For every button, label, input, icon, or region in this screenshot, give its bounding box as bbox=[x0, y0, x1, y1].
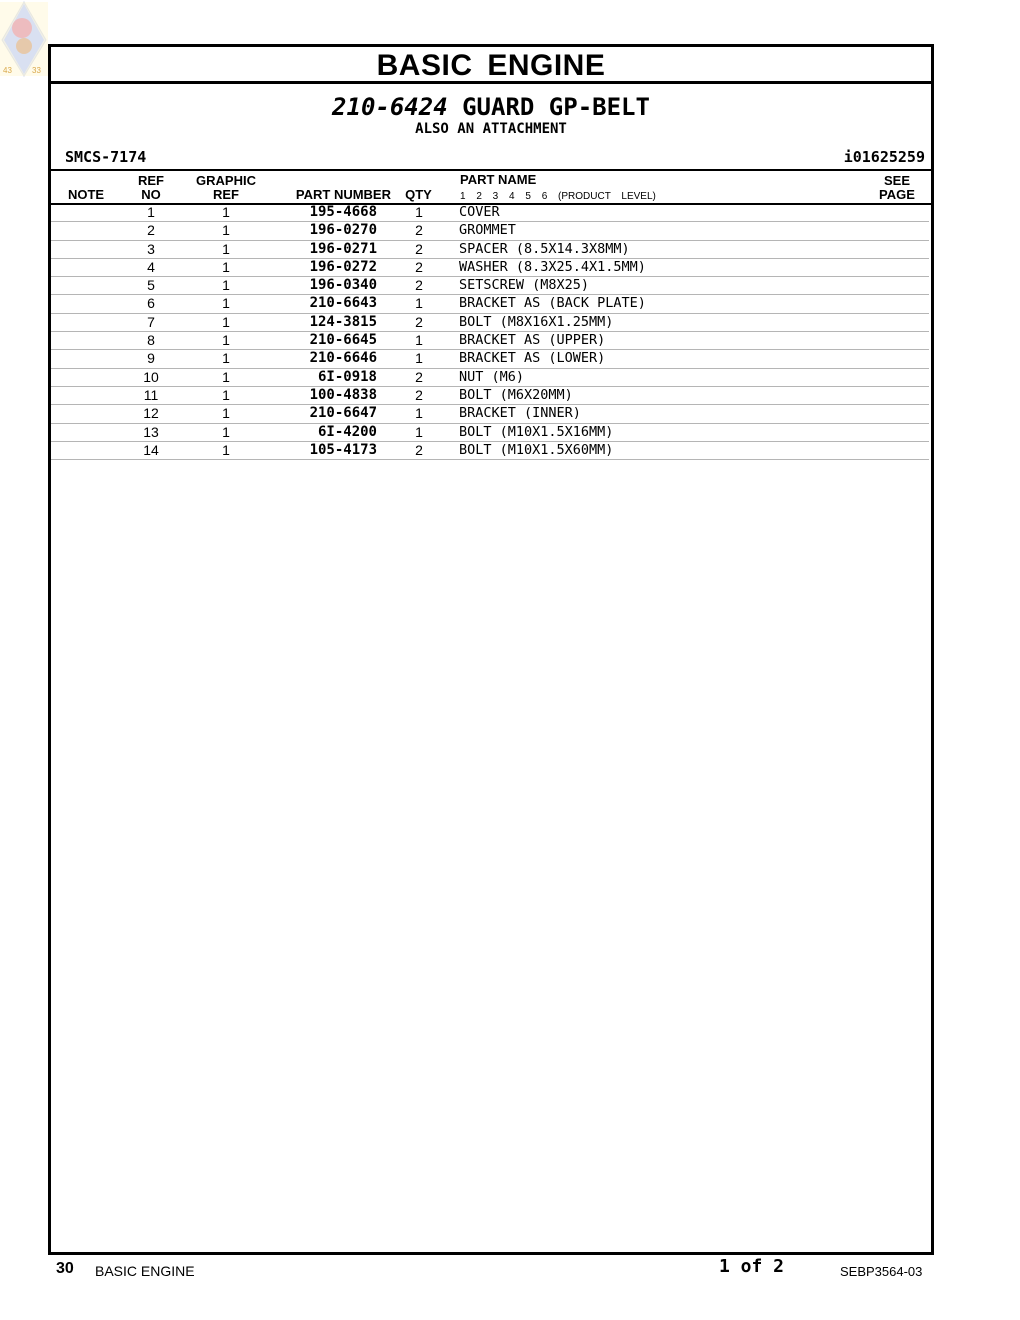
quantity: 1 bbox=[415, 423, 423, 440]
part-name: SPACER (8.5X14.3X8MM) bbox=[459, 240, 630, 257]
graphic-ref: 1 bbox=[222, 240, 230, 257]
table-row bbox=[51, 387, 929, 405]
part-number: 210-6646 bbox=[309, 350, 377, 367]
ref-no: 5 bbox=[147, 277, 155, 294]
part-name: SETSCREW (M8X25) bbox=[459, 277, 590, 294]
part-number: 196-0340 bbox=[309, 277, 377, 294]
ref-no: 14 bbox=[143, 441, 159, 458]
ref-no: 11 bbox=[143, 386, 159, 403]
graphic-ref: 1 bbox=[222, 258, 230, 275]
ref-no: 6 bbox=[147, 295, 155, 312]
quantity: 1 bbox=[415, 332, 423, 349]
quantity: 2 bbox=[415, 277, 423, 294]
part-number: 196-0270 bbox=[309, 222, 377, 239]
quantity: 2 bbox=[415, 386, 423, 403]
graphic-ref: 1 bbox=[222, 386, 230, 403]
footer-section: BASIC ENGINE bbox=[95, 1263, 195, 1279]
table-row bbox=[51, 259, 929, 277]
graphic-ref: 1 bbox=[222, 222, 230, 239]
header-top-rule bbox=[51, 169, 931, 171]
logo-number-left: 43 bbox=[3, 66, 12, 75]
illustration-id: i01625259 bbox=[843, 148, 925, 166]
part-number: 210-6645 bbox=[309, 332, 377, 349]
part-name: GROMMET bbox=[459, 222, 516, 239]
part-name: NUT (M6) bbox=[459, 368, 525, 385]
column-ref-top: REF bbox=[138, 173, 164, 188]
table-row bbox=[51, 314, 929, 332]
ref-no: 7 bbox=[147, 313, 155, 330]
section-title: BASIC ENGINE bbox=[376, 49, 606, 82]
part-name: BOLT (M10X1.5X60MM) bbox=[459, 441, 614, 458]
column-part-number: PART NUMBER bbox=[295, 187, 391, 202]
table-row bbox=[51, 405, 929, 423]
table-row bbox=[51, 295, 929, 313]
part-number: 100-4838 bbox=[309, 386, 377, 403]
parts-table-body bbox=[51, 204, 931, 460]
column-ref-bottom: NO bbox=[141, 187, 161, 202]
ref-no: 1 bbox=[147, 204, 155, 220]
column-graphic-top: GRAPHIC bbox=[196, 173, 256, 188]
group-title bbox=[51, 92, 931, 122]
part-name: COVER bbox=[459, 204, 500, 220]
smcs-code: SMCS-7174 bbox=[65, 148, 147, 166]
part-number: 195-4668 bbox=[309, 204, 377, 220]
column-see-bottom: PAGE bbox=[879, 187, 915, 202]
ref-no: 12 bbox=[143, 405, 159, 422]
graphic-ref: 1 bbox=[222, 368, 230, 385]
graphic-ref: 1 bbox=[222, 204, 230, 220]
ref-no: 9 bbox=[147, 350, 155, 367]
part-number: 6I-4200 bbox=[317, 423, 377, 440]
graphic-ref: 1 bbox=[222, 350, 230, 367]
ref-no: 3 bbox=[147, 240, 155, 257]
part-name: BOLT (M8X16X1.25MM) bbox=[459, 313, 614, 330]
part-name: BOLT (M6X20MM) bbox=[459, 386, 573, 403]
ref-no: 10 bbox=[143, 368, 159, 385]
table-row bbox=[51, 204, 929, 222]
quantity: 1 bbox=[415, 295, 423, 312]
graphic-ref: 1 bbox=[222, 313, 230, 330]
part-number: 6I-0918 bbox=[317, 368, 377, 385]
column-qty: QTY bbox=[405, 187, 432, 202]
part-number: 196-0272 bbox=[309, 258, 377, 275]
column-note: NOTE bbox=[67, 187, 105, 202]
quantity: 2 bbox=[415, 258, 423, 275]
part-number: 196-0271 bbox=[309, 240, 377, 257]
part-name: BOLT (M10X1.5X16MM) bbox=[459, 423, 614, 440]
part-name: BRACKET AS (LOWER) bbox=[459, 350, 606, 367]
ref-no: 8 bbox=[147, 332, 155, 349]
graphic-ref: 1 bbox=[222, 295, 230, 312]
ref-no: 4 bbox=[147, 258, 155, 275]
ref-no: 13 bbox=[143, 423, 159, 440]
section-title-bar bbox=[51, 47, 931, 84]
part-number: 124-3815 bbox=[309, 313, 377, 330]
part-number: 105-4173 bbox=[309, 441, 377, 458]
footer-document-number: SEBP3564-03 bbox=[840, 1264, 923, 1279]
product-levels: 1 2 3 4 5 6 (PRODUCT LEVEL) bbox=[460, 191, 656, 202]
parts-list-frame bbox=[48, 44, 934, 1255]
footer-sheet: 1 of 2 bbox=[719, 1256, 785, 1277]
group-number: 210-6424 bbox=[332, 93, 448, 121]
table-row bbox=[51, 442, 929, 460]
table-row bbox=[51, 369, 929, 387]
footer-page-number: 30 bbox=[56, 1260, 74, 1277]
part-name: WASHER (8.3X25.4X1.5MM) bbox=[459, 258, 646, 275]
table-row bbox=[51, 222, 929, 240]
quantity: 2 bbox=[415, 368, 423, 385]
table-row bbox=[51, 277, 929, 295]
graphic-ref: 1 bbox=[222, 423, 230, 440]
logo-number-right: 33 bbox=[32, 66, 41, 75]
column-see-top: SEE bbox=[883, 173, 910, 188]
table-row bbox=[51, 424, 929, 442]
graphic-ref: 1 bbox=[222, 441, 230, 458]
ref-no: 2 bbox=[147, 222, 155, 239]
quantity: 2 bbox=[415, 441, 423, 458]
table-row bbox=[51, 332, 929, 350]
graphic-ref: 1 bbox=[222, 405, 230, 422]
graphic-ref: 1 bbox=[222, 332, 230, 349]
part-number: 210-6643 bbox=[309, 295, 377, 312]
part-name: BRACKET AS (BACK PLATE) bbox=[459, 295, 646, 312]
table-row bbox=[51, 241, 929, 259]
quantity: 2 bbox=[415, 313, 423, 330]
quantity: 1 bbox=[415, 405, 423, 422]
part-name: BRACKET AS (UPPER) bbox=[459, 332, 606, 349]
table-row bbox=[51, 350, 929, 368]
publisher-logo bbox=[0, 0, 48, 78]
quantity: 1 bbox=[415, 204, 423, 220]
graphic-ref: 1 bbox=[222, 277, 230, 294]
column-graphic-bottom: REF bbox=[213, 187, 239, 202]
quantity: 2 bbox=[415, 222, 423, 239]
quantity: 2 bbox=[415, 240, 423, 257]
column-part-name: PART NAME bbox=[460, 172, 537, 187]
group-name: GUARD GP-BELT bbox=[462, 93, 650, 121]
part-name: BRACKET (INNER) bbox=[459, 405, 581, 422]
group-subtitle: ALSO AN ATTACHMENT bbox=[415, 121, 567, 137]
part-number: 210-6647 bbox=[309, 405, 377, 422]
quantity: 1 bbox=[415, 350, 423, 367]
